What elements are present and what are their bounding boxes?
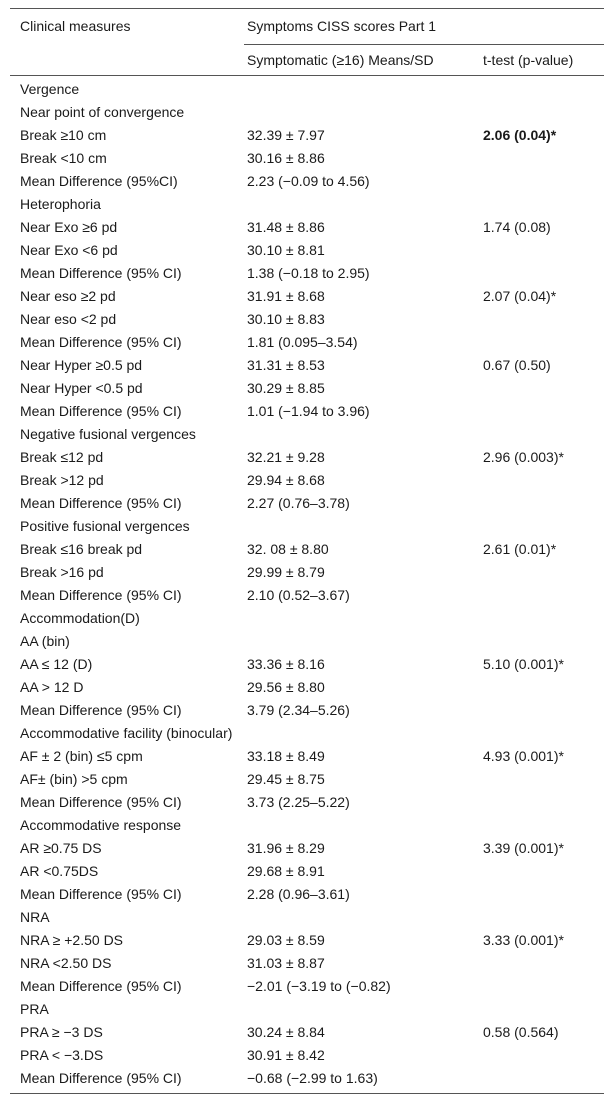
row-label: AA (bin) (20, 633, 70, 649)
row-label: AF± (bin) >5 cpm (20, 771, 128, 787)
header-bottom-rule (10, 75, 604, 76)
header-ciss-group: Symptoms CISS scores Part 1 (247, 18, 437, 34)
row-label: PRA (20, 1001, 49, 1017)
row-ttest: 3.39 (0.001)* (483, 840, 564, 856)
row-label: Near Hyper <0.5 pd (20, 380, 143, 396)
row-mean-sd: 30.16 ± 8.86 (247, 150, 325, 166)
row-mean-sd: 30.91 ± 8.42 (247, 1047, 325, 1063)
row-label: AR <0.75DS (20, 863, 99, 879)
row-mean-sd: 30.10 ± 8.81 (247, 242, 325, 258)
row-ttest: 0.67 (0.50) (483, 357, 551, 373)
row-label: Break ≤16 break pd (20, 541, 143, 557)
row-mean-sd: 3.73 (2.25–5.22) (247, 794, 350, 810)
row-ttest: 4.93 (0.001)* (483, 748, 564, 764)
row-mean-sd: 29.94 ± 8.68 (247, 472, 325, 488)
row-ttest: 3.33 (0.001)* (483, 932, 564, 948)
header-ttest: t-test (p-value) (483, 52, 574, 68)
row-mean-sd: 1.38 (−0.18 to 2.95) (247, 265, 370, 281)
row-mean-sd: 31.03 ± 8.87 (247, 955, 325, 971)
row-label: Mean Difference (95% CI) (20, 978, 182, 994)
row-mean-sd: 1.01 (−1.94 to 3.96) (247, 403, 370, 419)
header-group-rule (244, 44, 604, 45)
row-mean-sd: 30.29 ± 8.85 (247, 380, 325, 396)
row-label: Accommodative response (20, 817, 182, 833)
row-label: Break <10 cm (20, 150, 107, 166)
row-mean-sd: 29.68 ± 8.91 (247, 863, 325, 879)
row-label: Break ≥10 cm (20, 127, 107, 143)
row-mean-sd: 3.79 (2.34–5.26) (247, 702, 350, 718)
row-ttest: 2.96 (0.003)* (483, 449, 564, 465)
row-ttest: 2.61 (0.01)* (483, 541, 557, 557)
row-mean-sd: 31.96 ± 8.29 (247, 840, 325, 856)
row-label: Mean Difference (95%CI) (20, 173, 178, 189)
row-mean-sd: 30.10 ± 8.83 (247, 311, 325, 327)
row-mean-sd: 29.56 ± 8.80 (247, 679, 325, 695)
row-label: Near eso <2 pd (20, 311, 117, 327)
row-ttest: 1.74 (0.08) (483, 219, 551, 235)
row-mean-sd: 32. 08 ± 8.80 (247, 541, 329, 557)
row-mean-sd: 2.10 (0.52–3.67) (247, 587, 350, 603)
row-mean-sd: 33.18 ± 8.49 (247, 748, 325, 764)
row-label: PRA ≥ −3 DS (20, 1024, 103, 1040)
row-label: Negative fusional vergences (20, 426, 196, 442)
row-label: AR ≥0.75 DS (20, 840, 102, 856)
row-mean-sd: 2.27 (0.76–3.78) (247, 495, 350, 511)
row-mean-sd: 2.28 (0.96–3.61) (247, 886, 350, 902)
row-mean-sd: 31.48 ± 8.86 (247, 219, 325, 235)
row-label: Positive fusional vergences (20, 518, 190, 534)
row-label: Vergence (20, 81, 80, 97)
row-label: Mean Difference (95% CI) (20, 886, 182, 902)
row-label: Mean Difference (95% CI) (20, 1070, 182, 1086)
row-label: NRA (20, 909, 50, 925)
row-label: Near Exo ≥6 pd (20, 219, 118, 235)
row-ttest: 2.06 (0.04)* (483, 127, 557, 143)
row-label: Near eso ≥2 pd (20, 288, 116, 304)
row-label: PRA < −3.DS (20, 1047, 104, 1063)
row-label: Mean Difference (95% CI) (20, 403, 182, 419)
row-label: AA ≤ 12 (D) (20, 656, 93, 672)
row-label: Near point of convergence (20, 104, 185, 120)
row-label: Mean Difference (95% CI) (20, 702, 182, 718)
row-mean-sd: −2.01 (−3.19 to (−0.82) (247, 978, 391, 994)
row-label: Mean Difference (95% CI) (20, 334, 182, 350)
row-label: Near Hyper ≥0.5 pd (20, 357, 143, 373)
row-mean-sd: 29.03 ± 8.59 (247, 932, 325, 948)
row-mean-sd: 32.39 ± 7.97 (247, 127, 325, 143)
row-mean-sd: 32.21 ± 9.28 (247, 449, 325, 465)
row-label: Accommodative facility (binocular) (20, 725, 233, 741)
row-label: NRA <2.50 DS (20, 955, 112, 971)
row-ttest: 0.58 (0.564) (483, 1024, 559, 1040)
row-ttest: 2.07 (0.04)* (483, 288, 557, 304)
table-bottom-rule (10, 1093, 604, 1094)
row-label: Break ≤12 pd (20, 449, 104, 465)
header-symptomatic-means: Symptomatic (≥16) Means/SD (247, 52, 434, 68)
header-clinical-measures: Clinical measures (20, 18, 131, 34)
row-mean-sd: 2.23 (−0.09 to 4.56) (247, 173, 370, 189)
row-label: Heterophoria (20, 196, 101, 212)
row-mean-sd: 33.36 ± 8.16 (247, 656, 325, 672)
row-ttest: 5.10 (0.001)* (483, 656, 564, 672)
row-label: AA > 12 D (20, 679, 84, 695)
row-label: Accommodation(D) (20, 610, 140, 626)
row-label: Break >12 pd (20, 472, 104, 488)
row-label: Near Exo <6 pd (20, 242, 118, 258)
row-mean-sd: 29.99 ± 8.79 (247, 564, 325, 580)
row-label: AF ± 2 (bin) ≤5 cpm (20, 748, 143, 764)
row-mean-sd: 31.91 ± 8.68 (247, 288, 325, 304)
row-label: Mean Difference (95% CI) (20, 794, 182, 810)
row-mean-sd: −0.68 (−2.99 to 1.63) (247, 1070, 378, 1086)
row-mean-sd: 29.45 ± 8.75 (247, 771, 325, 787)
row-label: Mean Difference (95% CI) (20, 587, 182, 603)
row-label: Mean Difference (95% CI) (20, 265, 182, 281)
row-label: NRA ≥ +2.50 DS (20, 932, 124, 948)
row-mean-sd: 30.24 ± 8.84 (247, 1024, 325, 1040)
row-mean-sd: 1.81 (0.095–3.54) (247, 334, 358, 350)
row-label: Mean Difference (95% CI) (20, 495, 182, 511)
row-mean-sd: 31.31 ± 8.53 (247, 357, 325, 373)
table-top-rule (10, 8, 604, 9)
row-label: Break >16 pd (20, 564, 104, 580)
